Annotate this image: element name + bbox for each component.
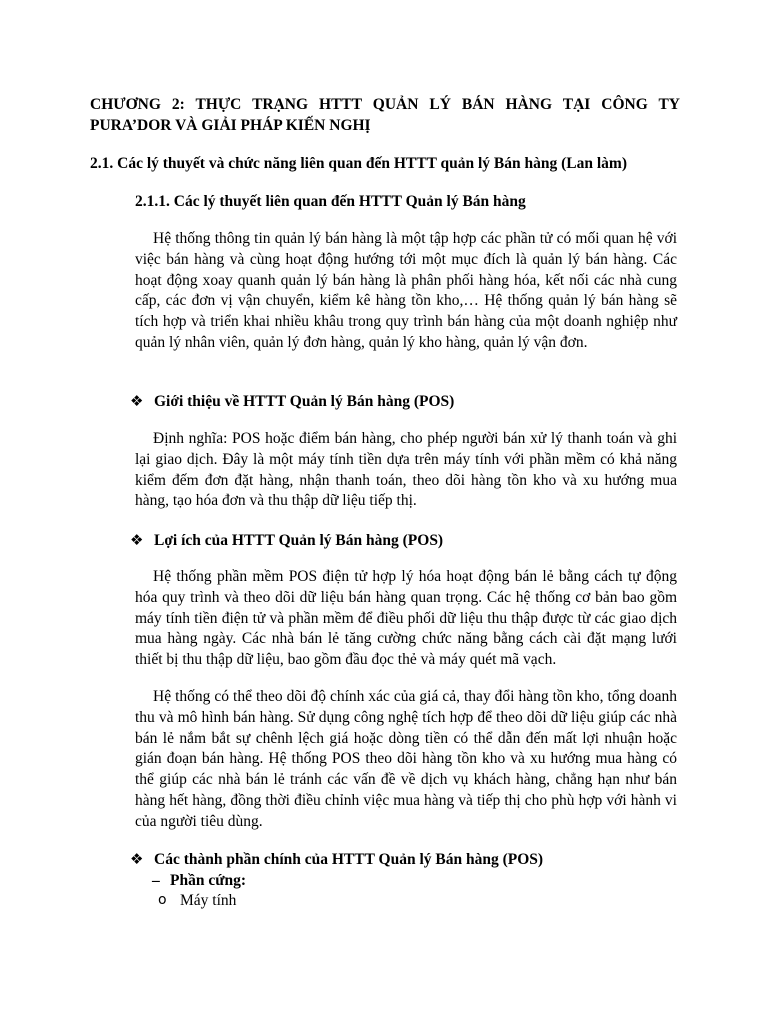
bullet-pos-benefits-label: Lợi ích của HTTT Quản lý Bán hàng (POS) bbox=[154, 532, 444, 549]
bullet-pos-intro bbox=[130, 391, 690, 412]
circle-bullet-icon: o bbox=[158, 892, 167, 908]
bullet-pos-components-label: Các thành phần chính của HTTT Quản lý Bán hàng (POS) bbox=[154, 851, 544, 868]
dash-mark: – bbox=[152, 872, 160, 889]
bullet-pos-benefits bbox=[130, 530, 690, 551]
sub-item-computer-label: Máy tính bbox=[180, 892, 237, 909]
diamond-bullet-icon: ❖ bbox=[130, 531, 144, 549]
section-2-1-heading: 2.1. Các lý thuyết và chức năng liên quan đến HTTT quản lý Bán hàng (Lan làm) bbox=[90, 155, 627, 172]
sub-item-computer bbox=[158, 890, 458, 911]
bullet-pos-components bbox=[130, 849, 690, 870]
bullet-pos-intro-label: Giới thiệu về HTTT Quản lý Bán hàng (POS) bbox=[154, 393, 455, 410]
dash-item-hardware bbox=[152, 870, 452, 891]
benefit-paragraph-2: Hệ thống có thể theo dõi độ chính xác của giá cả, thay đổi hàng tồn kho, tổng doanh thu và mô hình bán hàng. Sử dụng công nghệ tích hợp để theo dõi dữ liệu giúp các nhà bán lẻ nắm bắt sự chênh lệch giá hoặc dòng tiền có thể dẫn đến mất lợi nhuận hoặc gián đoạn bán hàng. Hệ thống POS theo dõi hàng tồn kho và xu hướng mua hàng có thể giúp các nhà bán lẻ tránh các vấn đề về dịch vụ khách hàng, chẳng hạn như bán hàng hết hàng, đồng thời điều chỉnh việc mua hàng và tiếp thị cho phù hợp với hành vi của người tiêu dùng. bbox=[135, 688, 677, 830]
benefit-paragraph-1: Hệ thống phần mềm POS điện tử hợp lý hóa hoạt động bán lẻ bằng cách tự động hóa quy trình và theo dõi dữ liệu bán hàng quan trọng. Các hệ thống cơ bản bao gồm máy tính tiền điện tử và phần mềm để điều phối dữ liệu thu thập được từ các giao dịch mua hàng ngày. Các nhà bán lẻ tăng cường chức năng bằng cách cài đặt mạng lưới thiết bị thu thập dữ liệu, bao gồm đầu đọc thẻ và máy quét mã vạch. bbox=[135, 568, 677, 669]
chapter-title: CHƯƠNG 2: THỰC TRẠNG HTTT QUẢN LÝ BÁN HÀNG TẠI CÔNG TY PURA’DOR VÀ GIẢI PHÁP KIẾN NGHỊ bbox=[90, 96, 680, 134]
diamond-bullet-icon: ❖ bbox=[130, 392, 144, 410]
definition-paragraph: Định nghĩa: POS hoặc điểm bán hàng, cho phép người bán xử lý thanh toán và ghi lại giao dịch. Đây là một máy tính tiền dựa trên máy tính với phần mềm có khả năng kiểm đếm đơn đặt hàng, nhận thanh toán, theo dõi hàng tồn kho và xu hướng mua hàng, tạo hóa đơn và thu thập dữ liệu tiếp thị. bbox=[135, 430, 677, 510]
diamond-bullet-icon: ❖ bbox=[130, 850, 144, 868]
dash-item-hardware-label: Phần cứng: bbox=[170, 872, 247, 889]
section-2-1-1-heading: 2.1.1. Các lý thuyết liên quan đến HTTT Quản lý Bán hàng bbox=[135, 193, 526, 210]
intro-paragraph: Hệ thống thông tin quản lý bán hàng là một tập hợp các phần tử có mối quan hệ với việc bán hàng và cùng hoạt động hướng tới một mục đích là quản lý bán hàng. Các hoạt động xoay quanh quản lý bán hàng là phân phối hàng hóa, kết nối các nhà cung cấp, các đơn vị vận chuyển, kiểm kê hàng tồn kho,… Hệ thống quản lý bán hàng sẽ tích hợp và triển khai nhiều khâu trong quy trình bán hàng của một doanh nghiệp như quản lý nhân viên, quản lý đơn hàng, quản lý kho hàng, quản lý vận đơn. bbox=[135, 230, 677, 351]
